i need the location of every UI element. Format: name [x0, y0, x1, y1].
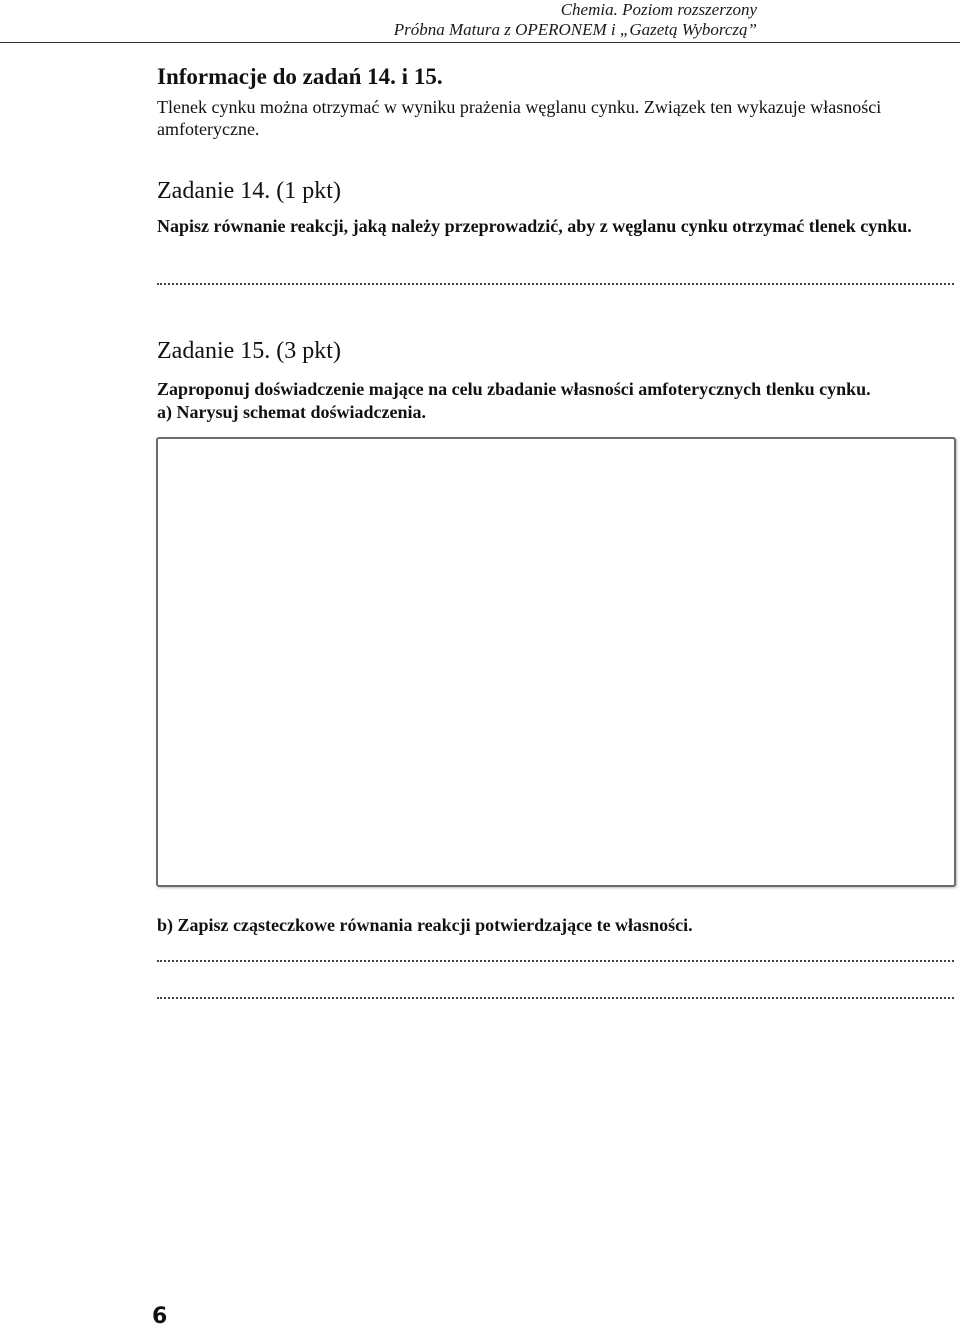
header-divider: [0, 42, 960, 43]
task-14-instruction: Napisz równanie reakcji, jaką należy przeprowadzić, aby z węglanu cynku otrzymać tlenek cynku.: [157, 216, 912, 236]
task-15-part-b: b) Zapisz cząsteczkowe równania reakcji potwierdzające te własności.: [157, 915, 693, 935]
header-exam: Próbna Matura z OPERONEM i „Gazetą Wyborczą”: [393, 20, 757, 39]
task-15-title: [157, 338, 957, 365]
page-number: 6: [152, 1304, 168, 1329]
task-15-instruction: [157, 378, 957, 424]
task-15-points: (3 pkt): [276, 338, 341, 364]
task-15-label: Zadanie 15.: [157, 338, 271, 364]
task-15-part-a: a) Narysuj schemat doświadczenia.: [157, 402, 426, 422]
header-subject: Chemia. Poziom rozszerzony: [560, 0, 757, 19]
answer-line-15-1[interactable]: [157, 960, 954, 962]
drawing-answer-box[interactable]: [156, 437, 956, 887]
task-14-points: (1 pkt): [276, 178, 341, 204]
task-14-label: Zadanie 14.: [157, 178, 271, 204]
task-15-text: Zaproponuj doświadczenie mające na celu zbadanie własności amfoterycznych tlenku cynku.: [157, 379, 871, 399]
page-header: [394, 0, 757, 40]
info-text: Tlenek cynku można otrzymać w wyniku prażenia węglanu cynku. Związek ten wykazuje własności amfoteryczne.: [157, 97, 882, 139]
task-14-title: [157, 178, 957, 205]
answer-line-14[interactable]: [157, 283, 954, 285]
answer-line-15-2[interactable]: [157, 997, 954, 999]
info-title: Informacje do zadań 14. i 15.: [157, 64, 443, 89]
